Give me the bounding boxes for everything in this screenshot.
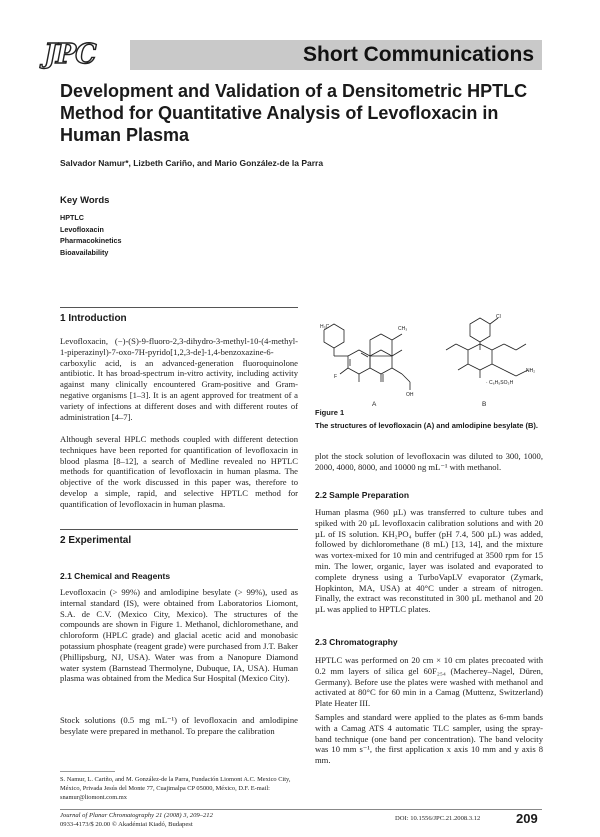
figure-caption: The structures of levofloxacin (A) and amlodipine besylate (B). <box>315 421 538 430</box>
author-affiliation-footnote: S. Namur, L. Cariño, and M. González-de la Parra, Fundación Liomont A.C. Mexico City, México, Privada Jesús del Monte 77, Cuajimalpa CP 05000, México, D.F. E-mail: snamur@liomont.com.mx <box>60 776 291 801</box>
section-heading-experimental: 2 Experimental <box>60 535 132 546</box>
footer-doi: DOI: 10.1556/JPC.21.2008.3.12 <box>395 815 481 822</box>
chemicals-paragraph-2: Stock solutions (0.5 mg mL⁻¹) of levofloxacin and amlodipine besylate were prepared in methanol. To prepare the calibration <box>60 715 298 736</box>
svg-text:H₃C: H₃C <box>320 324 330 330</box>
figure-label-b: B <box>482 401 487 408</box>
keywords-heading: Key Words <box>60 195 110 206</box>
levofloxacin-structure <box>324 324 410 390</box>
svg-text:Cl: Cl <box>496 314 501 320</box>
svg-text:NH₂: NH₂ <box>526 368 536 374</box>
page-number: 209 <box>516 811 538 826</box>
svg-text:F: F <box>334 374 338 380</box>
svg-text:· C₆H₅SO₃H: · C₆H₅SO₃H <box>486 380 514 386</box>
section-title: Short Communications <box>302 43 534 66</box>
subsection-heading-sample-preparation: 2.2 Sample Preparation <box>315 490 410 500</box>
svg-text:CH₃: CH₃ <box>398 326 408 332</box>
chemicals-paragraph-1: Levofloxacin (> 99%) and amlodipine besylate (> 99%), used as internal standard (IS), were obtained from Laboratorios Liomont, S.A. de C.V. (Mexico City, Mexico). The structures of the compounds are shown in Figure 1. Methanol, dichloromethane, and chloroform (HPLC grade) and glacial acetic acid and monobasic potassium phosphate (reagent grade) were purchased from J.T. Baker (Phillipsburg, NJ, USA). Water was from a Nanopure Diamond water system (Barnstead Thermolyne, Dubuque, IA, USA). Human plasma was obtained from the Medica Sur Hospital (Mexico City). <box>60 587 298 684</box>
keyword-item: Pharmacokinetics <box>60 236 122 245</box>
chromatography-paragraph-2: Samples and standard were applied to the plates as 6-mm bands with a Camag ATS 4 automatic TLC sampler, using the spray-band technique (one band per concentration). The band velocity was 10 mm s⁻¹, the first application x axis 10 mm and y axis 8 mm. <box>315 712 543 766</box>
chromatography-paragraph-1: HPTLC was performed on 20 cm × 10 cm plates precoated with 0.2 mm layers of silica gel 60F₂₅₄ (Macherey–Nagel, Düren, Germany). Before use the plates were washed with methanol and activated at 80°C for 60 min in a Camag (Muttenz, Switzerland) Plate Heater III. <box>315 655 543 709</box>
subsection-heading-chemicals: 2.1 Chemical and Reagents <box>60 571 171 581</box>
footer-issn: 0933-4173/$ 20.00 © Akadémiai Kiadó, Budapest <box>60 821 193 828</box>
figure-label-a: A <box>372 401 377 408</box>
section-rule <box>60 529 298 530</box>
svg-text:OH: OH <box>406 392 414 398</box>
keyword-item: HPTLC <box>60 213 84 222</box>
section-heading-introduction: 1 Introduction <box>60 313 127 324</box>
journal-logo: JPC <box>44 39 96 70</box>
keyword-item: Bioavailability <box>60 247 109 257</box>
article-title: Development and Validation of a Densitometric HPTLC Method for Quantitative Analysis of Levofloxacin in Human Plasma <box>60 81 528 145</box>
footer-rule <box>60 809 542 810</box>
footnote-rule <box>60 771 115 772</box>
footer-journal: Journal of Planar Chromatography 21 (2008) 3, 209–212 <box>60 812 213 819</box>
intro-paragraph-2: Although several HPLC methods coupled with different detection techniques have been reported for quantification of levofloxacin in blood plasma [8–12], a search of Medline revealed no HPTLC methods for quantification of levofloxacin in human plasma. The objective of the work discussed in this paper was, therefore to develop a simple, rapid, and selective HPTLC method for quantification of levofloxacin in human plasma. <box>60 434 298 509</box>
amlodipine-structure <box>446 318 528 378</box>
author-list: Salvador Namur*, Lizbeth Cariño, and Mario González-de la Parra <box>60 158 324 168</box>
figure-caption-label: Figure 1 <box>315 408 345 417</box>
calibration-continuation-paragraph: plot the stock solution of levofloxacin was diluted to 300, 1000, 2000, 4000, 8000, and 10000 ng mL⁻¹ with methanol. <box>315 451 543 472</box>
figure-1-structures <box>310 310 545 410</box>
subsection-heading-chromatography: 2.3 Chromatography <box>315 637 398 647</box>
intro-paragraph-1: Levofloxacin, (−)-(S)-9-fluoro-2,3-dihydro-3-methyl-10-(4-methyl-1-piperazinyl)-7-oxo-7H-pyrido[1,2,3-de]-1,4-benzoxazine-6-carboxylic acid, is an advanced-generation fluoroquinolone antibiotic. It has broad-spectrum in-vitro activity, including activity against many clinically encountered Gram-positive and Gram-negative organisms [1–3]. It is an agent approved for treatment of a variety of infections at different doses and with different routes of administration [4–7]. <box>60 336 298 422</box>
keywords-list <box>60 212 122 258</box>
sample-preparation-paragraph: Human plasma (960 µL) was transferred to culture tubes and spiked with 20 µL levofloxacin calibration solutions and with 20 µL of IS solution. KH₂PO₄ buffer (pH 7.4, 500 µL) was added, followed by dichloromethane (8 mL) [13, 14], and the mixture was vortex-mixed for 10 min and centrifuged at 3500 rpm for 15 min. The lower, organic, layer was isolated and evaporated to complete dryness using a TurboVapLV evaporator (Zymark, Hopkinton, MA, USA) at 40°C under a stream of nitrogen. Finally, the extract was reconstituted in 300 µL methanol and 20 µL was applied to HPTLC plates. <box>315 507 543 615</box>
keyword-item: Levofloxacin <box>60 224 104 234</box>
section-rule <box>60 307 298 308</box>
